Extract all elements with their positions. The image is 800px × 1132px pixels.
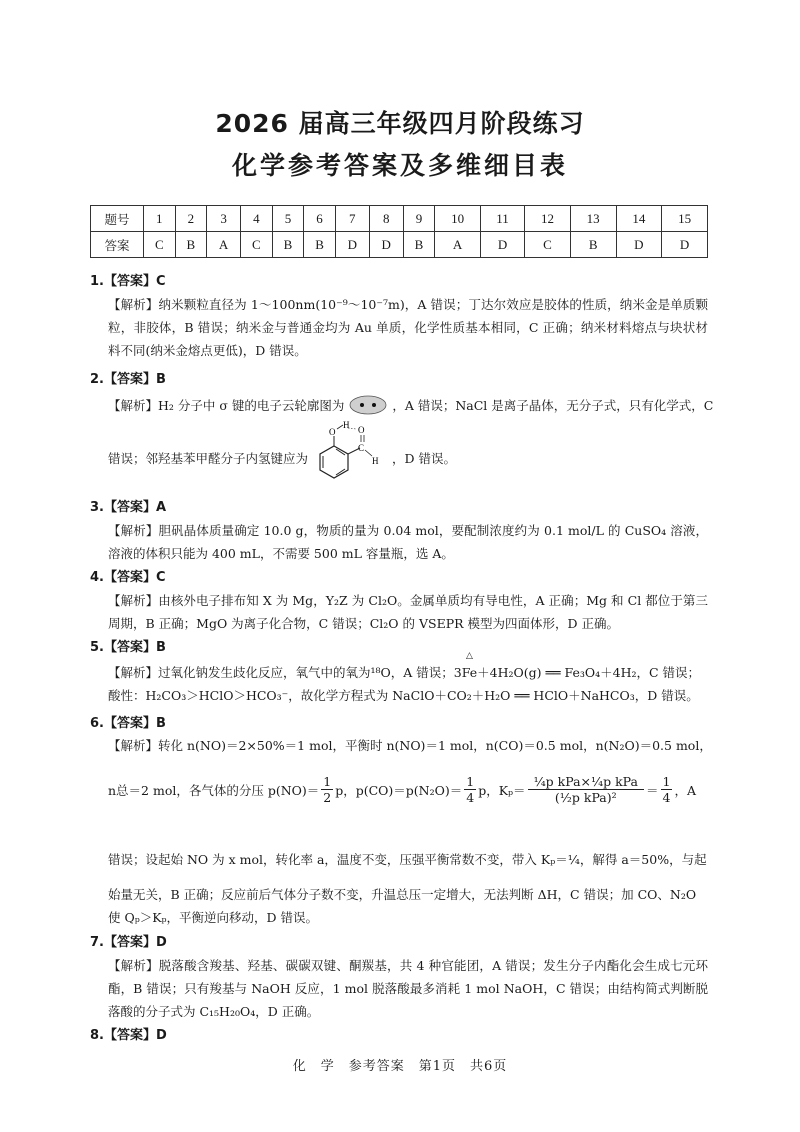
fraction-quarter-result: $\frac{1}{4}$ (662, 774, 671, 805)
answer-cell: B (175, 232, 207, 258)
question-number: 13 (570, 206, 616, 232)
q5-explanation-line2: 酸性：H₂CO₃＞HClO＞HCO₃⁻，故化学方程式为 NaClO＋CO₂＋H₂O ══ HClO＋NaHCO₃，D 错误。 (108, 688, 699, 703)
svg-text:C: C (358, 443, 365, 453)
q6-text-b: p，p(CO)＝p(N₂O)＝ (335, 782, 463, 798)
question-number-row (91, 206, 708, 232)
heat-symbol: △ (466, 651, 473, 661)
svg-text:O: O (329, 427, 336, 437)
question-number: 14 (616, 206, 662, 232)
answer-row (91, 232, 708, 258)
answer-cell: B (403, 232, 435, 258)
question-number: 15 (662, 206, 708, 232)
question-number: 5 (272, 206, 304, 232)
q6-text-c: p，Kₚ＝ (478, 782, 526, 798)
question-number: 11 (480, 206, 524, 232)
q7-explanation: 【解析】脱落酸含羧基、羟基、碳碳双键、酮羰基，共 4 种官能团，A 错误；发生分子内酯化会生成七元环酯，B 错误；只有羧基与 NaOH 反应，1 mol 脱落酸最多消耗 1 mol NaOH，C 错误；由结构简式判断脱落酸的分子式为 C₁₅H₂₀O₄，D 正确。 (108, 958, 708, 1019)
question-number: 7 (335, 206, 369, 232)
q6-text-d: ，A (674, 782, 696, 798)
q5-answer: 5.【答案】B (90, 640, 166, 655)
q7-answer: 7.【答案】D (90, 935, 167, 950)
question-number: 4 (241, 206, 273, 232)
doc-subtitle: 化学参考答案及多维细目表 (231, 151, 568, 180)
q1-answer: 1.【答案】C (90, 274, 166, 289)
q2-text-c: 错误；邻羟基苯甲醛分子内氢键应为 (108, 451, 309, 466)
answer-cell: C (525, 232, 571, 258)
fraction-half: $\frac{1}{2}$ (323, 774, 332, 805)
answer-cell: D (480, 232, 524, 258)
sigma-orbital-icon (348, 394, 388, 419)
q3-explanation: 【解析】胆矾晶体质量确定 10.0 g，物质的量为 0.04 mol，要配制浓度约为 0.1 mol/L 的 CuSO₄ 溶液，溶液的体积只能为 400 mL，不需要 500 mL 容量瓶，选 A。 (108, 523, 708, 561)
answer-cell: B (570, 232, 616, 258)
answer-table (90, 205, 708, 258)
salicylaldehyde-structure-icon (312, 420, 392, 488)
q2-explanation-line2 (108, 449, 308, 467)
question-number: 6 (304, 206, 336, 232)
answer-cell: D (662, 232, 708, 258)
question-number: 1 (144, 206, 176, 232)
q4-answer: 4.【答案】C (90, 570, 166, 585)
question-number: 12 (525, 206, 571, 232)
fraction-quarter: $\frac{1}{4}$ (466, 774, 475, 805)
q6-explanation-line3: 错误；设起始 NO 为 x mol，转化率 a，温度不变，压强平衡常数不变，带入 Kₚ＝¼，解得 a＝50%，与起 (108, 852, 707, 867)
answer-cell: D (369, 232, 403, 258)
q4-explanation: 【解析】由核外电子排布知 X 为 Mg，Y₂Z 为 Cl₂O。金属单质均有导电性，A 正确；Mg 和 Cl 都位于第三周期，B 正确；MgO 为离子化合物，C 错误；Cl₂O 的 VSEPR 模型为四面体形，D 正确。 (108, 593, 708, 631)
q8-answer: 8.【答案】D (90, 1028, 167, 1043)
svg-text:H: H (343, 420, 350, 430)
row-label: 题号 (91, 206, 144, 232)
question-number: 10 (435, 206, 481, 232)
q3-answer: 3.【答案】A (90, 500, 167, 515)
question-number: 9 (403, 206, 435, 232)
question-number: 8 (369, 206, 403, 232)
q6-text-a: n总＝2 mol，各气体的分压 p(NO)＝ (108, 782, 320, 798)
row-label: 答案 (91, 232, 144, 258)
q2-text-b: ，A 错误；NaCl 是离子晶体，无分子式，只有化学式，C (392, 398, 714, 413)
q6-explanation-line1: 【解析】转化 n(NO)＝2×50%＝1 mol，平衡时 n(NO)＝1 mol，n(CO)＝0.5 mol，n(N₂O)＝0.5 mol， (108, 738, 712, 753)
answer-cell: C (241, 232, 273, 258)
q6-explanation-line4: 始量无关，B 正确；反应前后气体分子数不变，升温总压一定增大，无法判断 ΔH，C 错误；加 CO、N₂O (108, 887, 697, 902)
kp-fraction: $\frac{\text{¼p kPa×¼p kPa}}{\text{(½p kPa)²}}$ (528, 774, 644, 805)
q6-explanation-line2: n总＝2 mol，各气体的分压 p(NO)＝ $\frac{1}{2}$ p，p(CO)＝p(N₂O)＝ $\frac{1}{4}$ p，Kₚ＝ $\frac{\text{¼p kPa×¼p kPa}}{\text{(½p kPa)²}}$ ＝ $\frac{1}{4}$ ，A (108, 774, 696, 805)
q6-answer: 6.【答案】B (90, 716, 166, 731)
answer-cell: D (616, 232, 662, 258)
answer-cell: A (207, 232, 241, 258)
q6-explanation-line5: 使 Qₚ＞Kₚ，平衡逆向移动，D 错误。 (108, 910, 319, 925)
question-number: 2 (175, 206, 207, 232)
q2-answer: 2.【答案】B (90, 372, 166, 387)
page-footer: 化 学 参考答案 第1页 共6页 (292, 1059, 508, 1074)
exam-title: 2026 届高三年级四月阶段练习 (215, 109, 585, 138)
answer-cell: D (335, 232, 369, 258)
svg-text:H: H (372, 456, 379, 466)
answer-cell: C (144, 232, 176, 258)
q2-explanation-line1 (108, 394, 713, 419)
answer-cell: A (435, 232, 481, 258)
question-number: 3 (207, 206, 241, 232)
answer-cell: B (272, 232, 304, 258)
q2-text-d: ，D 错误。 (392, 451, 456, 466)
q2-text-a: 【解析】H₂ 分子中 σ 键的电子云轮廓图为 (108, 398, 345, 413)
q5-explanation-line1: 【解析】过氧化钠发生歧化反应，氧气中的氧为¹⁸O，A 错误；3Fe＋4H₂O(g) ══ Fe₃O₄＋4H₂，C 错误； (108, 665, 701, 680)
svg-text:O: O (358, 425, 365, 435)
answer-cell: B (304, 232, 336, 258)
q1-explanation: 【解析】纳米颗粒直径为 1～100nm(10⁻⁹～10⁻⁷m)，A 错误；丁达尔效应是胶体的性质，纳米金是单质颗粒，非胶体，B 错误；纳米金与普通金均为 Au 单质，化学性质基本相同，C 正确；纳米材料熔点与块状材料不同(纳米金熔点更低)，D 错误。 (108, 297, 708, 358)
